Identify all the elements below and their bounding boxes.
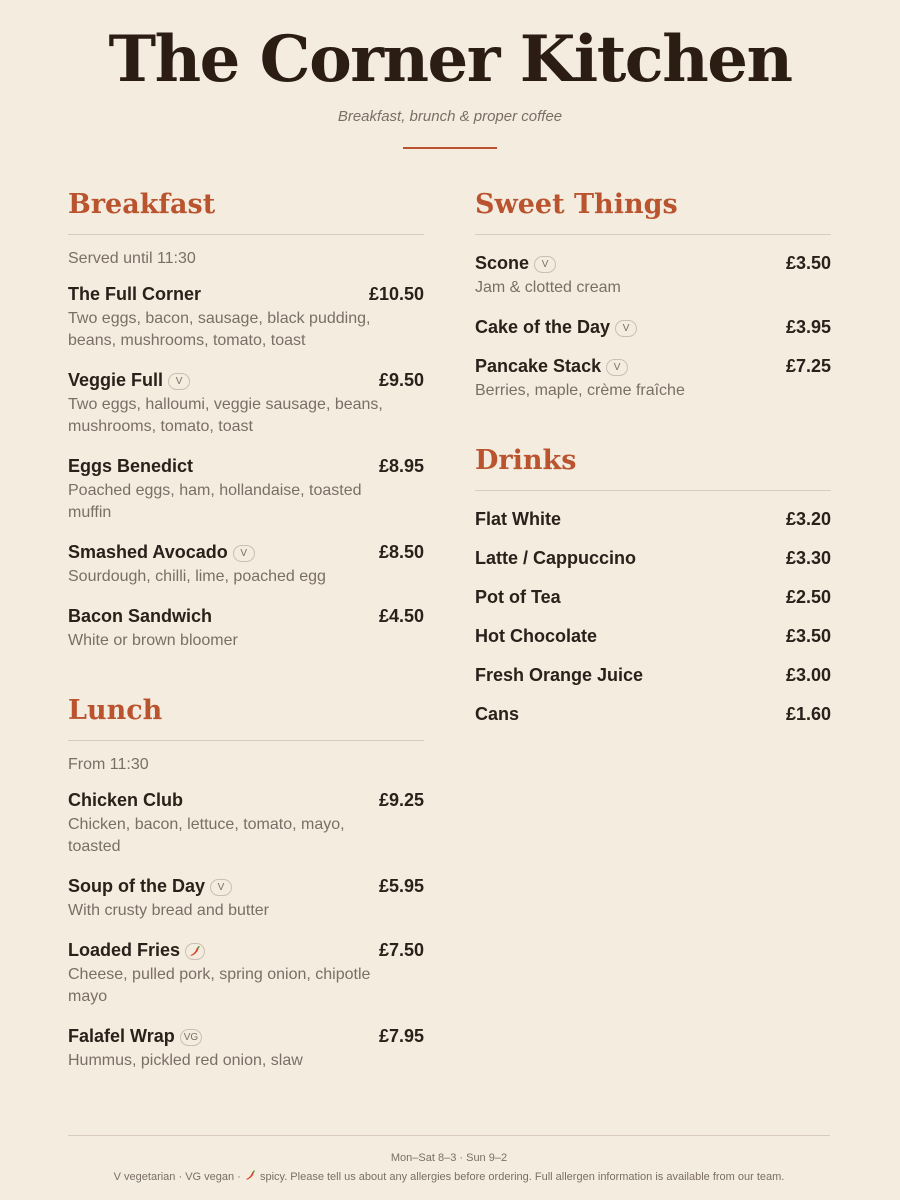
- item-description: With crusty bread and butter: [68, 902, 269, 919]
- item-price: £7.50: [378, 940, 424, 960]
- section-drinks: [475, 444, 831, 725]
- item-name-text: Fresh Orange Juice: [475, 665, 644, 685]
- item-price: £3.95: [785, 317, 831, 337]
- menu-footer: [68, 1135, 830, 1184]
- item-price: £3.30: [785, 548, 831, 568]
- header-divider: [403, 147, 497, 149]
- item-name-text: Bacon Sandwich: [68, 606, 213, 626]
- left-column: [68, 188, 424, 1072]
- menu-item-cake-of-the-day: [475, 316, 831, 338]
- item-price: £8.95: [378, 456, 424, 476]
- item-name-text: Loaded Fries: [68, 940, 181, 960]
- dietary-badge: V: [233, 545, 255, 562]
- menu-item-soup-of-the-day: [68, 875, 424, 922]
- item-name-text: Eggs Benedict: [68, 456, 194, 476]
- item-name-text: Pot of Tea: [475, 587, 561, 607]
- chili-pepper-icon: [188, 944, 202, 959]
- item-name: [68, 789, 183, 811]
- item-name-text: Hot Chocolate: [475, 626, 598, 646]
- item-row: [68, 283, 424, 305]
- dietary-badge: VG: [180, 1029, 202, 1046]
- menu-item-the-full-corner: [68, 283, 424, 352]
- item-row: [475, 547, 831, 569]
- menu-item-falafel-wrap: [68, 1025, 424, 1072]
- item-name: [68, 541, 255, 563]
- item-price: £3.20: [785, 509, 831, 529]
- menu-item-bacon-sandwich: [68, 605, 424, 652]
- legend-prefix: V vegetarian · VG vegan ·: [113, 1171, 244, 1183]
- item-row: [68, 939, 424, 961]
- item-name: [475, 547, 636, 569]
- menu-item-scone: [475, 252, 831, 299]
- item-name: [68, 1025, 202, 1047]
- item-description: Two eggs, halloumi, veggie sausage, beans, mushrooms, tomato, toast: [68, 396, 383, 435]
- item-name: [475, 664, 643, 686]
- menu-item-cans: [475, 703, 831, 725]
- dietary-badge: V: [606, 359, 628, 376]
- item-description: Berries, maple, crème fraîche: [475, 382, 685, 399]
- item-row: [68, 455, 424, 477]
- section-sweet-things: [475, 188, 831, 402]
- menu-item-smashed-avocado: [68, 541, 424, 588]
- item-row: [68, 875, 424, 897]
- section-lunch: [68, 694, 424, 1072]
- item-row: [475, 316, 831, 338]
- item-price: £7.25: [785, 356, 831, 376]
- item-name: [475, 355, 628, 377]
- dietary-badge: V: [615, 320, 637, 337]
- item-name: [68, 455, 193, 477]
- item-description: Two eggs, bacon, sausage, black pudding, beans, mushrooms, tomato, toast: [68, 310, 371, 349]
- menu-item-latte-cappuccino: [475, 547, 831, 569]
- item-description: Hummus, pickled red onion, slaw: [68, 1052, 303, 1069]
- item-row: [68, 1025, 424, 1047]
- item-row: [475, 586, 831, 608]
- section-title-sweet-things: Sweet Things: [475, 189, 678, 220]
- section-divider: [475, 490, 831, 491]
- opening-hours: Mon–Sat 8–3 · Sun 9–2: [390, 1152, 508, 1164]
- drinks-items: [475, 508, 831, 725]
- section-note-lunch: From 11:30: [68, 756, 149, 773]
- item-price: £5.95: [378, 876, 424, 896]
- item-price: £7.95: [378, 1026, 424, 1046]
- menu-item-pancake-stack: [475, 355, 831, 402]
- section-title-lunch: Lunch: [68, 695, 163, 726]
- item-price: £8.50: [378, 542, 424, 562]
- sweet-items: [475, 252, 831, 402]
- menu-item-hot-chocolate: [475, 625, 831, 647]
- dietary-badge: V: [210, 879, 232, 896]
- item-name: [475, 625, 597, 647]
- item-price: £3.00: [785, 665, 831, 685]
- tagline: Breakfast, brunch & proper coffee: [337, 108, 563, 125]
- item-price: £1.60: [785, 704, 831, 724]
- item-name-text: Cans: [475, 704, 520, 724]
- item-row: [475, 252, 831, 274]
- item-name: [475, 316, 637, 338]
- item-name-text: Soup of the Day: [68, 876, 206, 896]
- breakfast-items: [68, 283, 424, 652]
- item-name-text: Chicken Club: [68, 790, 184, 810]
- dietary-badge: V: [534, 256, 556, 273]
- item-name-text: The Full Corner: [68, 284, 202, 304]
- item-name: [68, 605, 212, 627]
- item-description: Cheese, pulled pork, spring onion, chipotle mayo: [68, 966, 371, 1005]
- item-name-text: Smashed Avocado: [68, 542, 228, 562]
- item-row: [68, 541, 424, 563]
- menu-item-eggs-benedict: [68, 455, 424, 524]
- item-description: Chicken, bacon, lettuce, tomato, mayo, toasted: [68, 816, 345, 855]
- item-price: £9.25: [378, 790, 424, 810]
- item-name: [68, 283, 201, 305]
- menu-item-flat-white: [475, 508, 831, 530]
- dietary-legend: [68, 1169, 830, 1184]
- item-name-text: Veggie Full: [68, 370, 164, 390]
- item-price: £10.50: [368, 284, 424, 304]
- item-name-text: Cake of the Day: [475, 317, 611, 337]
- item-price: £3.50: [785, 253, 831, 273]
- item-price: £3.50: [785, 626, 831, 646]
- spicy-badge: [185, 943, 205, 960]
- menu-item-loaded-fries: [68, 939, 424, 1008]
- item-name-text: Latte / Cappuccino: [475, 548, 637, 568]
- item-price: £9.50: [378, 370, 424, 390]
- item-name: [475, 508, 561, 530]
- menu-item-pot-of-tea: [475, 586, 831, 608]
- menu-item-fresh-orange-juice: [475, 664, 831, 686]
- item-description: Jam & clotted cream: [475, 279, 621, 296]
- chili-pepper-icon: [244, 1169, 257, 1182]
- menu-header: [0, 22, 900, 149]
- section-title-drinks: Drinks: [475, 445, 577, 476]
- dietary-badge: V: [168, 373, 190, 390]
- item-description: Poached eggs, ham, hollandaise, toasted muffin: [68, 482, 362, 521]
- menu-item-veggie-full: [68, 369, 424, 438]
- item-row: [475, 508, 831, 530]
- item-row: [475, 625, 831, 647]
- item-name: [475, 252, 556, 274]
- item-name: [475, 586, 561, 608]
- item-row: [68, 605, 424, 627]
- item-name-text: Flat White: [475, 509, 561, 529]
- item-row: [475, 664, 831, 686]
- section-divider: [68, 740, 424, 741]
- item-row: [68, 369, 424, 391]
- legend-suffix: spicy. Please tell us about any allergies before ordering. Full allergen information is available from our team.: [256, 1171, 785, 1183]
- item-name: [68, 369, 190, 391]
- item-row: [475, 355, 831, 377]
- item-name-text: Scone: [475, 253, 530, 273]
- restaurant-name: The Corner Kitchen: [108, 22, 792, 97]
- item-row: [475, 703, 831, 725]
- item-name-text: Pancake Stack: [475, 356, 602, 376]
- section-note-breakfast: Served until 11:30: [68, 250, 196, 267]
- item-name: [68, 939, 205, 961]
- item-name: [475, 703, 519, 725]
- lunch-items: [68, 789, 424, 1072]
- menu-item-chicken-club: [68, 789, 424, 858]
- item-price: £4.50: [378, 606, 424, 626]
- section-divider: [475, 234, 831, 235]
- section-breakfast: [68, 188, 424, 652]
- right-column: [475, 188, 831, 725]
- item-row: [68, 789, 424, 811]
- item-price: £2.50: [785, 587, 831, 607]
- item-description: Sourdough, chilli, lime, poached egg: [68, 568, 326, 585]
- item-description: White or brown bloomer: [68, 632, 238, 649]
- section-divider: [68, 234, 424, 235]
- item-name-text: Falafel Wrap: [68, 1026, 175, 1046]
- section-title-breakfast: Breakfast: [68, 189, 216, 220]
- item-name: [68, 875, 232, 897]
